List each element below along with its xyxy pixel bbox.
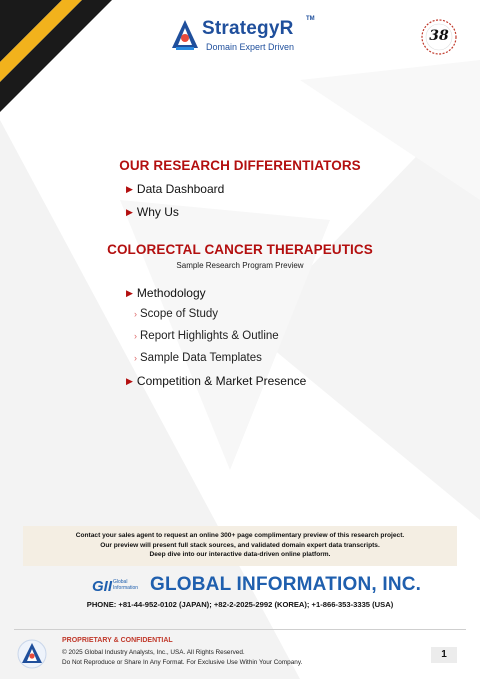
brand-tagline: Domain Expert Driven <box>206 42 295 52</box>
menu-item-why-us[interactable] <box>126 205 179 219</box>
arrow-right-small-icon: › <box>134 331 137 341</box>
company-phone: PHONE: +81-44-952-0102 (JAPAN); +82-2-2025-2992 (KOREA); +1-866-353-3335 (USA) <box>86 600 394 609</box>
page-number: 1 <box>431 647 457 663</box>
gii-mark: GII <box>92 578 113 595</box>
gii-small-line-2: Information <box>113 585 139 591</box>
gii-small-line-1: Global <box>113 579 128 585</box>
brand-trademark: TM <box>306 16 315 22</box>
contact-box <box>23 526 457 566</box>
strategyr-logo-icon <box>170 18 200 52</box>
badge-number: 38 <box>429 28 449 44</box>
sub-item-label: Sample Data Templates <box>140 352 262 364</box>
arrow-right-icon: ▶ <box>126 207 133 217</box>
arrow-right-small-icon: › <box>134 353 137 363</box>
report-subtitle: Sample Research Program Preview <box>176 261 304 270</box>
sub-item-scope-of-study[interactable] <box>134 308 218 320</box>
arrow-right-small-icon: › <box>134 309 137 319</box>
arrow-right-icon: ▶ <box>126 376 133 386</box>
footer-divider <box>14 629 466 630</box>
report-title: COLORECTAL CANCER THERAPEUTICS <box>107 242 373 257</box>
brand-name: StrategyR <box>202 18 294 39</box>
anniversary-badge <box>420 18 458 56</box>
contact-line-1: Contact your sales agent to request an online 300+ page complimentary preview of this research project. <box>75 532 405 539</box>
notice-text: Do Not Reproduce or Share In Any Format. For Exclusive Use Within Your Company. <box>62 659 303 666</box>
arrow-right-icon: ▶ <box>126 184 133 194</box>
menu-item-data-dashboard[interactable] <box>126 182 224 196</box>
menu-item-competition[interactable] <box>126 374 306 388</box>
menu-item-label: Data Dashboard <box>136 182 225 196</box>
footer-logo <box>16 638 48 670</box>
footer-logo-icon <box>16 638 48 670</box>
gii-small-text <box>113 579 138 591</box>
arrow-right-icon: ▶ <box>126 288 133 298</box>
menu-item-label: Why Us <box>136 205 179 219</box>
menu-item-methodology[interactable] <box>126 286 206 300</box>
menu-item-label: Methodology <box>136 286 206 300</box>
strategyr-logo <box>168 16 318 56</box>
global-information-logo <box>90 574 422 598</box>
copyright-text: © 2025 Global Industry Analysts, Inc., USA. All Rights Reserved. <box>62 649 245 656</box>
contact-line-2: Our preview will present full stack sources, and validated domain expert data transcripts. <box>100 541 380 549</box>
contact-line-3: Deep dive into our interactive data-driven online platform. <box>149 551 331 559</box>
proprietary-label: PROPRIETARY & CONFIDENTIAL <box>62 637 173 644</box>
company-name: GLOBAL INFORMATION, INC. <box>150 574 422 595</box>
sub-item-label: Report Highlights & Outline <box>140 330 279 342</box>
sub-item-sample-data-templates[interactable] <box>134 352 262 364</box>
sub-item-report-highlights[interactable] <box>134 330 279 342</box>
menu-item-label: Competition & Market Presence <box>136 374 307 388</box>
differentiators-title: OUR RESEARCH DIFFERENTIATORS <box>119 158 361 173</box>
sub-item-label: Scope of Study <box>140 308 218 320</box>
